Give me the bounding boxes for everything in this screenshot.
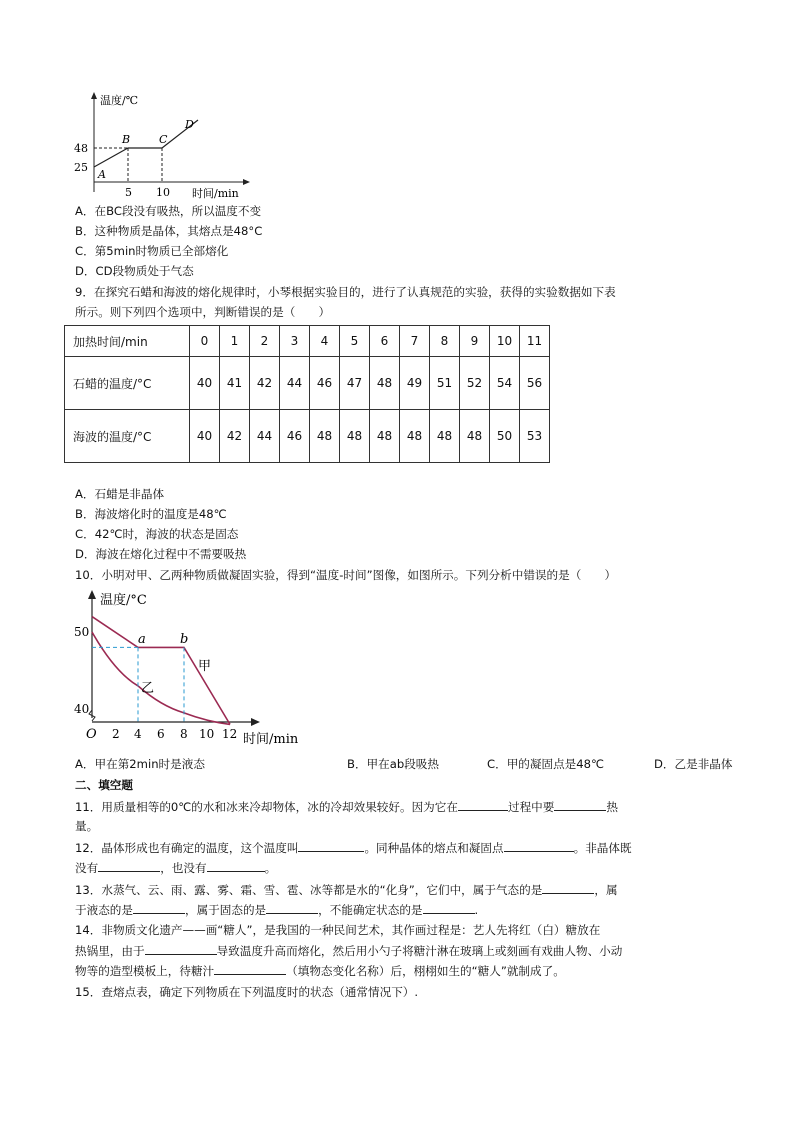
q12-blank-3[interactable] [98,859,160,872]
table-cell: 7 [400,326,430,357]
q12-text: 。 [264,861,277,875]
table-cell: 4 [310,326,340,357]
q11-text: 热 [606,800,618,814]
q10-option-c: C．甲的凝固点是48℃ [487,757,605,771]
table-cell: 8 [430,326,460,357]
q13-blank-1[interactable] [542,881,594,894]
x-tick-6: 6 [157,727,165,741]
table-cell: 56 [520,357,550,410]
q13-blank-2[interactable] [133,901,185,914]
q14-text: 热锅里，由于 [75,944,145,958]
table-cell: 51 [430,357,460,410]
table-cell: 41 [220,357,250,410]
table-cell: 5 [340,326,370,357]
x-tick-12: 12 [222,727,238,741]
q9-option-b: B．海波熔化时的温度是48℃ [75,507,227,521]
q11-blank-1[interactable] [458,798,508,811]
table-cell: 42 [250,357,280,410]
q9-data-table [64,325,550,463]
series-yi-label: 乙 [141,681,155,696]
q10-option-a: A．甲在第2min时是液态 [75,757,205,771]
q9-option-c: C．42℃时，海波的状态是固态 [75,527,239,541]
q13-text: ，属 [594,883,618,897]
table-cell: 46 [310,357,340,410]
y-tick-25: 25 [74,161,88,174]
q10-stem: 10．小明对甲、乙两种物质做凝固实验，得到“温度-时间”图像，如图所示。下列分析中错误的是（ ） [75,568,617,582]
q10-option-d: D．乙是非晶体 [654,757,733,771]
q9-option-d: D．海波在熔化过程中不需要吸热 [75,547,247,561]
q9-option-a: A．石蜡是非晶体 [75,487,165,501]
table-cell: 47 [340,357,370,410]
table-cell: 53 [520,410,550,463]
q8-option-d: D．CD段物质处于气态 [75,264,194,278]
table-header-time: 加热时间/min [65,326,190,357]
q9-stem-line1: 9．在探究石蜡和海波的熔化规律时，小琴根据实验目的，进行了认真规范的实验，获得的实验数据如下表 [75,285,616,299]
table-cell: 52 [460,357,490,410]
point-b-label: B [122,133,131,146]
q12-blank-4[interactable] [207,859,265,872]
melting-curve [94,120,198,167]
series-jia-label: 甲 [198,659,212,674]
table-row-hypo [65,410,550,463]
table-cell: 1 [220,326,250,357]
y-axis-label: 温度/°C [100,593,147,608]
table-header-hypo: 海波的温度/°C [65,410,190,463]
q12-text: 。非晶体既 [573,841,632,855]
x-axis-label: 时间/min [192,187,239,200]
q11-line2: 量。 [75,819,99,833]
table-header-paraffin: 石蜡的温度/°C [65,357,190,410]
x-tick-8: 8 [180,727,188,741]
q8-option-c: C．第5min时物质已全部熔化 [75,244,229,258]
table-row-time [65,326,550,357]
table-cell: 48 [370,357,400,410]
table-cell: 48 [430,410,460,463]
table-cell: 10 [490,326,520,357]
table-cell: 48 [340,410,370,463]
table-cell: 40 [190,357,220,410]
point-a-label: a [138,632,146,647]
table-cell: 49 [400,357,430,410]
q14-blank-2[interactable] [214,962,286,975]
q12-text: 。同种晶体的熔点和凝固点 [364,841,504,855]
q12-blank-1[interactable] [298,839,364,852]
q13-text: 13．水蒸气、云、雨、露、雾、霜、雪、雹、冰等都是水的“化身”，它们中，属于气态的是 [75,883,543,897]
q13-line2 [75,901,478,918]
q13-text: ，属于固态的是 [184,903,267,917]
q14-blank-1[interactable] [145,942,217,955]
table-cell: 48 [370,410,400,463]
y-tick-48: 48 [74,142,88,155]
table-cell: 40 [190,410,220,463]
point-d-label: D [185,118,194,131]
q11-text: 11．用质量相等的0℃的水和冰来冷却物体，冰的冷却效果较好。因为它在 [75,800,458,814]
q12-text: 12．晶体形成也有确定的温度，这个温度叫 [75,841,299,855]
y-axis-arrow [91,92,97,99]
q12-text: 没有 [75,861,99,875]
table-cell: 11 [520,326,550,357]
table-cell: 6 [370,326,400,357]
table-cell: 9 [460,326,490,357]
table-cell: 48 [460,410,490,463]
y-tick-40: 40 [74,702,90,716]
q13-text: . [474,903,479,917]
table-cell: 50 [490,410,520,463]
section-heading: 二、填空题 [75,778,133,792]
q12-line2 [75,859,276,876]
y-axis-arrow [88,590,96,599]
x-axis-label: 时间/min [243,732,299,747]
table-cell: 48 [310,410,340,463]
q8-option-b: B．这种物质是晶体，其熔点是48°C [75,224,263,238]
table-cell: 3 [280,326,310,357]
table-cell: 44 [280,357,310,410]
q11-line1 [75,798,618,815]
q11-blank-2[interactable] [554,798,606,811]
table-cell: 54 [490,357,520,410]
q12-line1 [75,839,632,856]
q14-text: 物等的造型模板上，待糖汁 [75,964,215,978]
q14-line1: 14．非物质文化遗产——画“糖人”，是我国的一种民间艺术，其作画过程是：艺人先将红（白）糖放在 [75,923,601,937]
y-axis-label: 温度/℃ [100,94,139,107]
q14-text: 导致温度升高而熔化，然后用小勺子将糖汁淋在玻璃上或刻画有戏曲人物、小动 [216,944,623,958]
q13-blank-4[interactable] [423,901,475,914]
q14-text: （填物态变化名称）后，栩栩如生的“糖人”就制成了。 [286,964,565,978]
table-cell: 42 [220,410,250,463]
x-axis-arrow [243,179,250,185]
point-c-label: C [159,133,168,146]
q13-line1 [75,881,618,898]
table-cell: 0 [190,326,220,357]
table-cell: 48 [400,410,430,463]
q12-blank-2[interactable] [504,839,574,852]
x-tick-4: 4 [134,727,142,741]
x-tick-2: 2 [112,727,120,741]
point-a-label: A [98,168,106,181]
point-b-label: b [180,632,189,647]
q13-blank-3[interactable] [266,901,318,914]
q10-option-b: B．甲在ab段吸热 [347,757,439,771]
curve-yi [92,632,230,724]
x-tick-5: 5 [125,186,132,199]
table-cell: 2 [250,326,280,357]
x-tick-10: 10 [156,186,170,199]
q15-stem: 15．查熔点表，确定下列物质在下列温度时的状态（通常情况下）. [75,985,419,999]
q11-text: 过程中要 [507,800,555,814]
y-tick-50: 50 [74,625,90,639]
q8-option-a: A．在BC段没有吸热，所以温度不变 [75,204,262,218]
q14-line3 [75,962,565,979]
q12-text: ，也没有 [160,861,207,875]
q13-text: ，不能确定状态的是 [318,903,423,917]
table-cell: 46 [280,410,310,463]
q14-line2 [75,942,622,959]
table-cell: 44 [250,410,280,463]
melting-chart [70,88,270,203]
x-axis-arrow [251,718,260,726]
q13-text: 于液态的是 [75,903,133,917]
x-tick-origin: O [86,727,97,742]
solidification-chart [70,586,340,748]
x-tick-10: 10 [199,727,215,741]
table-row-paraffin [65,357,550,410]
q9-stem-line2: 所示。则下列四个选项中，判断错误的是（ ） [75,305,331,319]
